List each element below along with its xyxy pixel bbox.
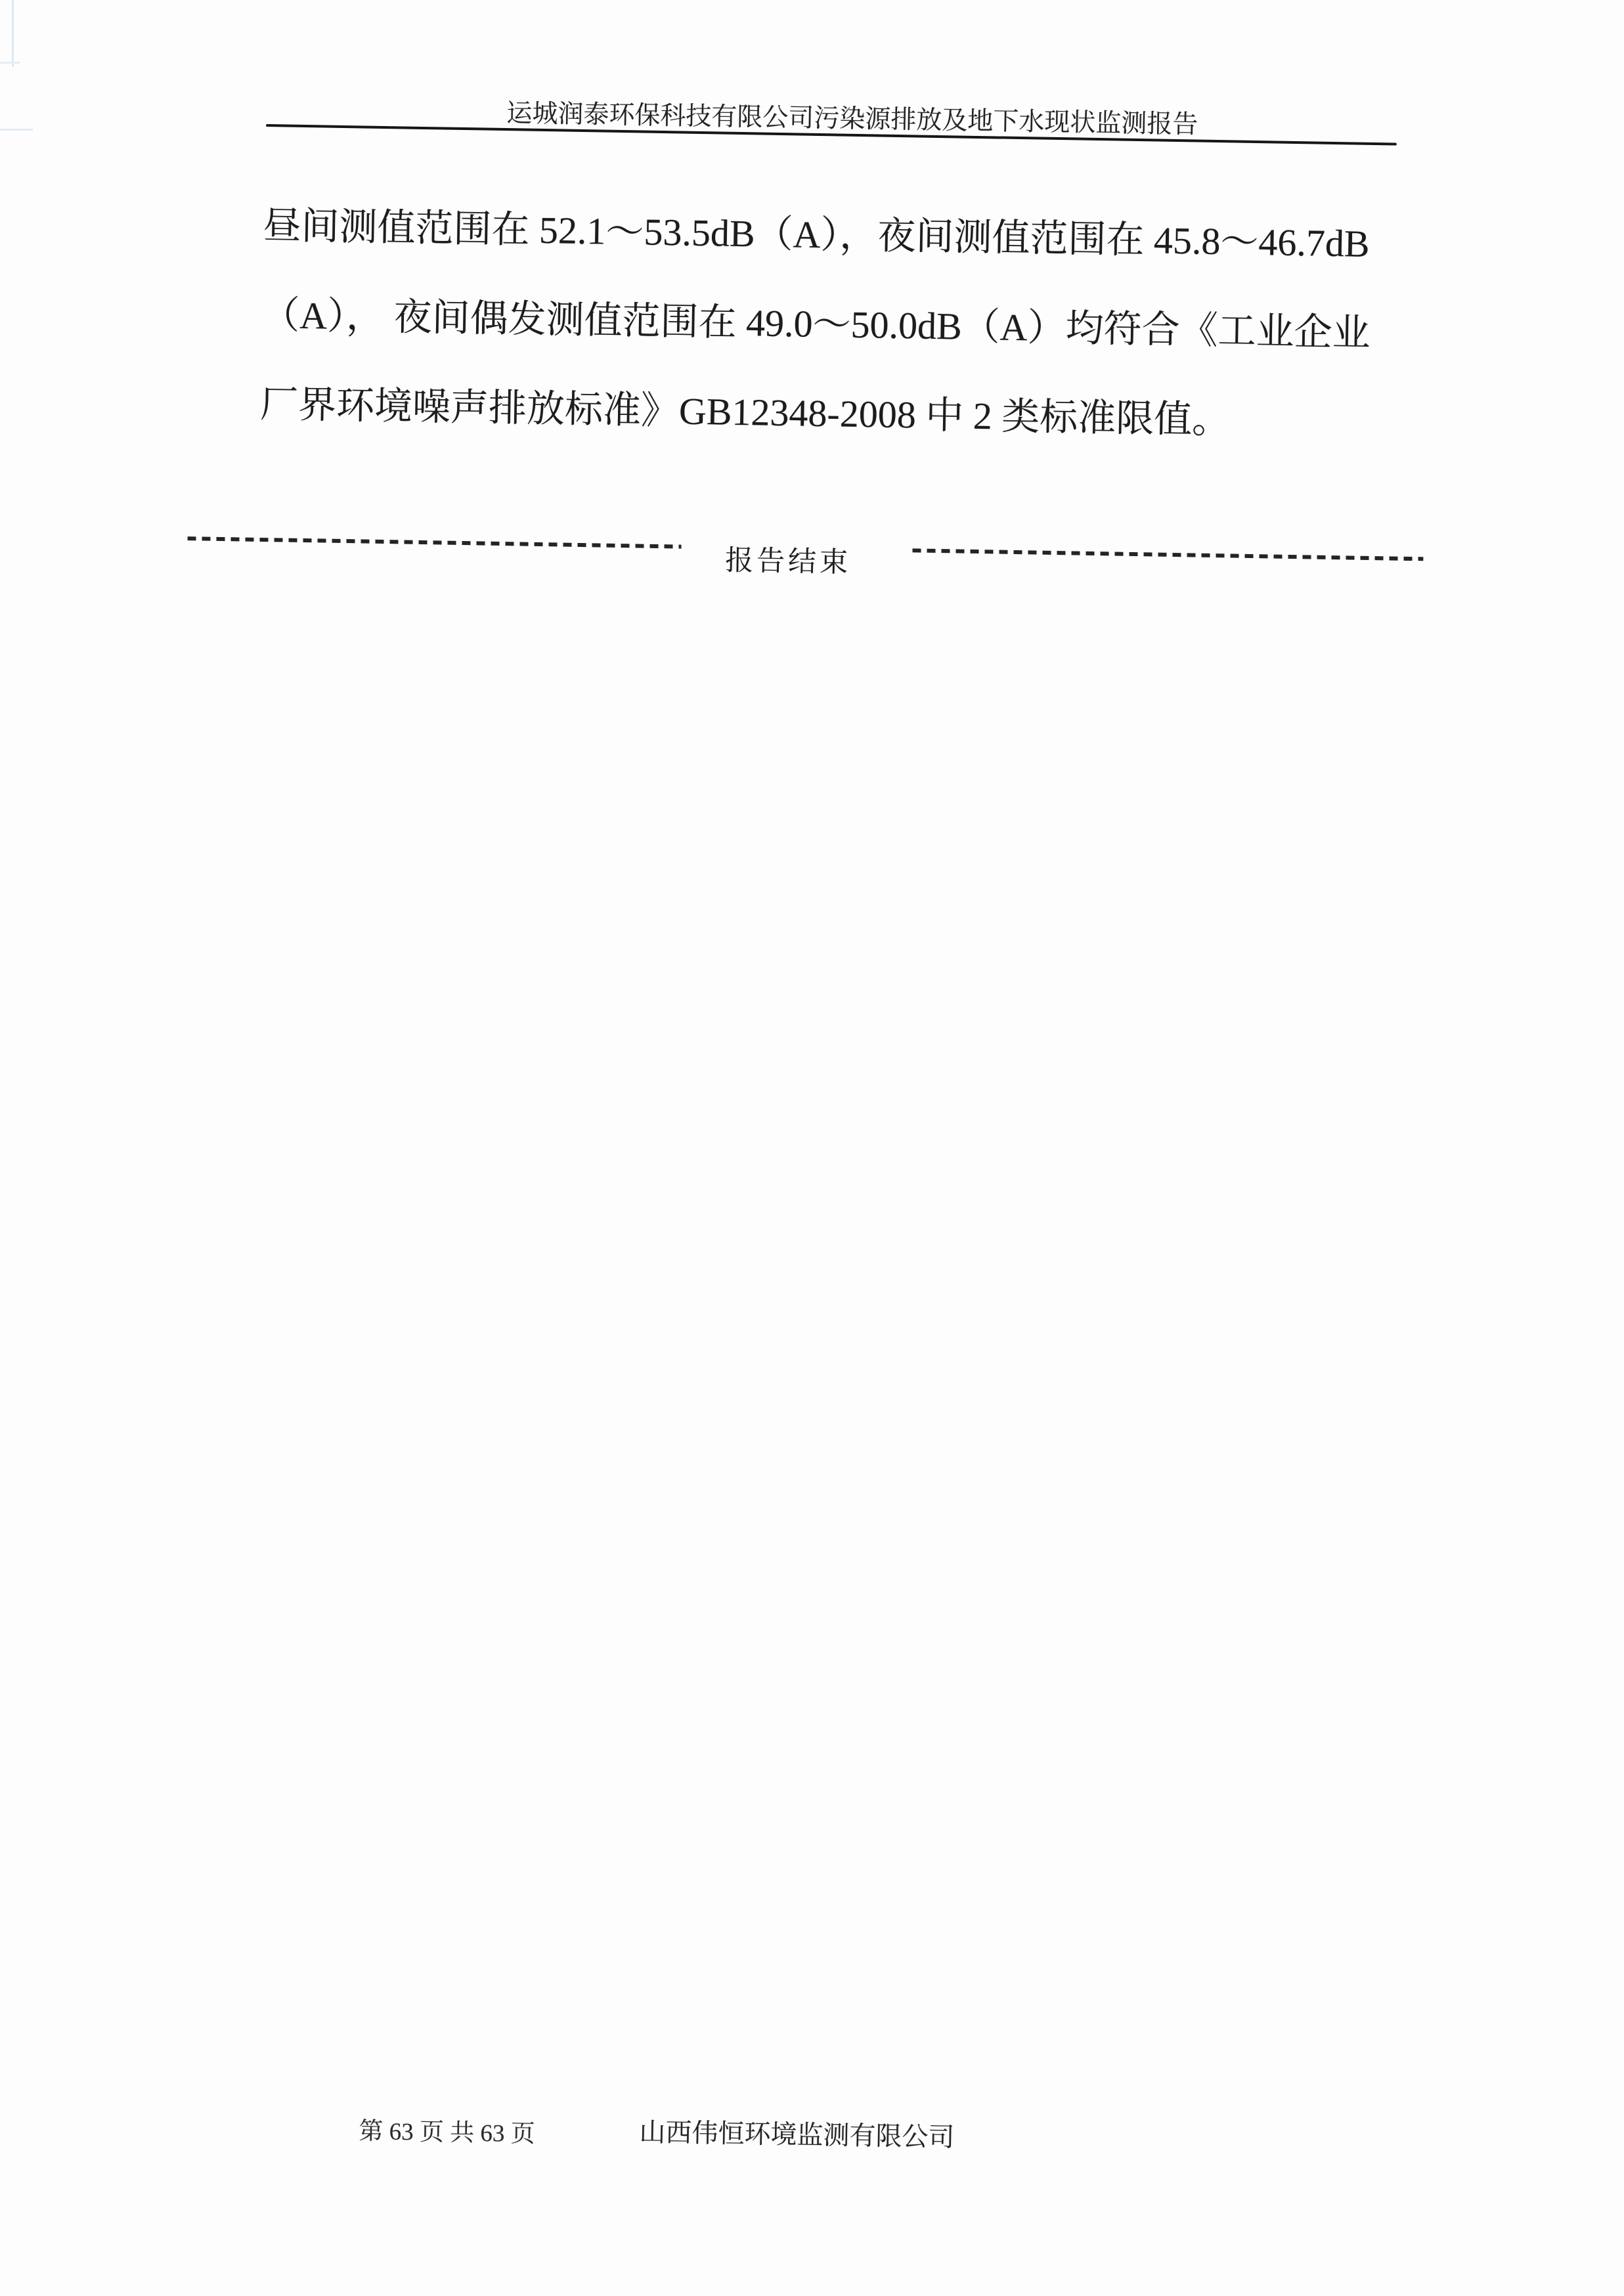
body-line-1: 昼间测值范围在 52.1～53.5dB（A），夜间测值范围在 45.8～46.7dB bbox=[262, 204, 1371, 265]
report-end-label: 报告结束 bbox=[724, 545, 852, 578]
body-line-2: （A）， 夜间偶发测值范围在 49.0～50.0dB（A）均符合《工业企业 bbox=[261, 293, 1371, 355]
footer-page-number: 第 63 页 共 63 页 bbox=[359, 2117, 535, 2148]
body-line-3: 厂界环境噪声排放标准》GB12348-2008 中 2 类标准限值。 bbox=[259, 382, 1231, 442]
report-header-title: 运城润泰环保科技有限公司污染源排放及地下水现状监测报告 bbox=[506, 99, 1198, 139]
report-end-dash-left bbox=[188, 536, 682, 548]
footer-company-name: 山西伟恒环境监测有限公司 bbox=[639, 2117, 955, 2152]
report-end-dash-right bbox=[912, 548, 1423, 561]
